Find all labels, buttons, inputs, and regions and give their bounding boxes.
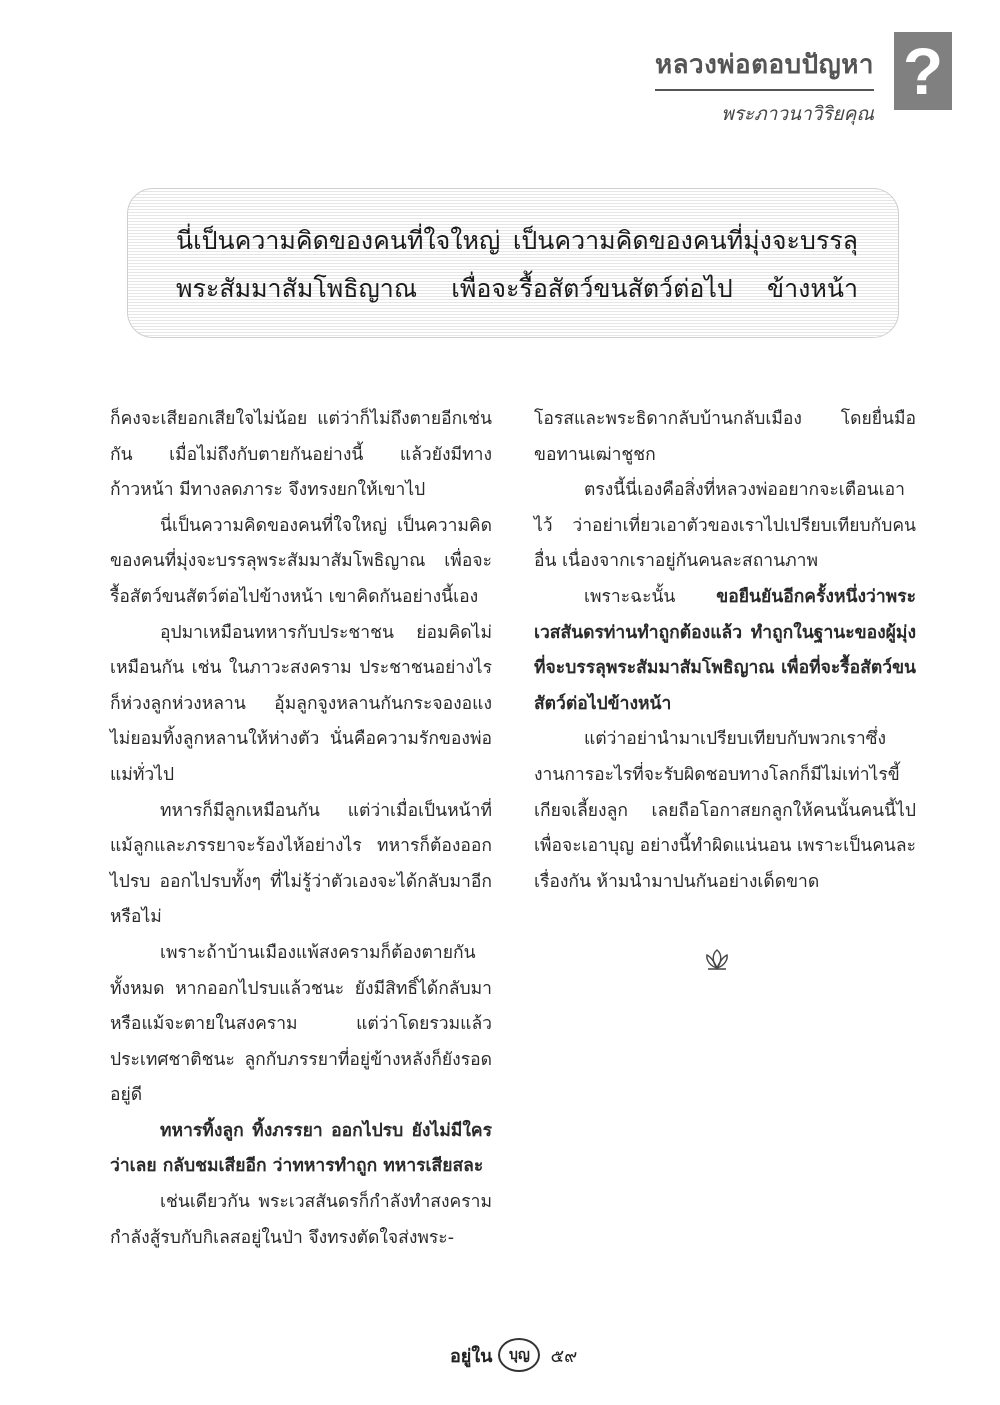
paragraph: นี่เป็นความคิดของคนที่ใจใหญ่ เป็นความคิดของคนที่มุ่งจะบรรลุพระสัมมาสัมโพธิญาณ เพื่อจะรื้อสัตว์ขนสัตว์ต่อไปข้างหน้า เขาคิดกันอย่างนี้เอง xyxy=(110,515,492,607)
page-number: ๕๙ xyxy=(550,1345,578,1367)
paragraph: ก็คงจะเสียอกเสียใจไม่น้อย แต่ว่าก็ไม่ถึงตายอีกเช่นกัน เมื่อไม่ถึงกับตายกันอย่างนี้ แล้วยังมีทางก้าวหน้า มีทางลดภาระ จึงทรงยกให้เขาไป xyxy=(110,409,492,501)
paragraph: ตรงนี้นี่เองคือสิ่งที่หลวงพ่ออยากจะเตือนเอาไว้ ว่าอย่าเที่ยวเอาตัวของเราไปเปรียบเทียบกับคนอื่น เนื่องจากเราอยู่กันคนละสถานภาพ xyxy=(534,480,916,572)
paragraph-bold: ทหารทิ้งลูก ทิ้งภรรยา ออกไปรบ ยังไม่มีใครว่าเลย กลับชมเสียอีก ว่าทหารทำถูก ทหารเสียสละ xyxy=(110,1120,492,1177)
paragraph-mixed xyxy=(534,580,916,722)
author-name: พระภาวนาวิริยคุณ xyxy=(721,103,874,125)
pull-quote-line: พระสัมมาสัมโพธิญาณ เพื่อจะรื้อสัตว์ขนสัตว์ต่อไป ข้างหน้า xyxy=(176,274,858,303)
paragraph: ทหารก็มีลูกเหมือนกัน แต่ว่าเมื่อเป็นหน้าที่แม้ลูกและภรรยาจะร้องไห้อย่างไร ทหารก็ต้องออกไปรบ ออกไปรบทั้งๆ ที่ไม่รู้ว่าตัวเองจะได้กลับมาอีกหรือไม่ xyxy=(110,800,492,928)
paragraph: เช่นเดียวกัน พระเวสสันดรก็กำลังทำสงครามกำลังสู้รบกับกิเลสอยู่ในป่า จึงทรงตัดใจส่งพระ- xyxy=(110,1192,492,1248)
section-title: หลวงพ่อตอบปัญหา xyxy=(655,44,874,91)
pull-quote-line: นี่เป็นความคิดของคนที่ใจใหญ่ เป็นความคิดของคนที่มุ่งจะบรรลุ xyxy=(176,226,858,255)
right-column xyxy=(534,402,916,900)
paragraph-lead: เพราะฉะนั้น xyxy=(584,586,676,607)
page-footer xyxy=(450,1338,577,1372)
paragraph: เพราะถ้าบ้านเมืองแพ้สงครามก็ต้องตายกันทั้งหมด หากออกไปรบแล้วชนะ ยังมีสิทธิ์ได้กลับมา หรือแม้จะตายในสงคราม แต่ว่าโดยรวมแล้วประเทศชาติชนะ ลูกกับภรรยาที่อยู่ข้างหลังก็ยังรอดอยู่ดี xyxy=(110,942,492,1106)
pull-quote xyxy=(127,188,899,338)
magazine-logo-circle: บุญ xyxy=(498,1338,540,1372)
lotus-ornament-icon xyxy=(702,944,732,974)
question-mark-badge: ? xyxy=(894,32,952,110)
magazine-logo: อยู่ใน xyxy=(450,1345,493,1367)
section-header xyxy=(655,44,874,129)
paragraph: โอรสและพระธิดากลับบ้านกลับเมือง โดยยื่นมือขอทานเฒ่าชูชก xyxy=(534,409,916,465)
paragraph-bold: ขอยืนยันอีกครั้งหนึ่งว่าพระเวสสันดรท่านทำถูกต้องแล้ว ทำถูกในฐานะของผู้มุ่งที่จะบรรลุพระสัมมาสัมโพธิญาณ เพื่อที่จะรื้อสัตว์ขนสัตว์ต่อไปข้างหน้า xyxy=(534,586,916,714)
paragraph: แต่ว่าอย่านำมาเปรียบเทียบกับพวกเราซึ่งงานการอะไรที่จะรับผิดชอบทางโลกก็มีไม่เท่าไรขี้เกียจเลี้ยงลูก เลยถือโอกาสยกลูกให้คนนั้นคนนี้ไปเพื่อจะเอาบุญ อย่างนี้ทำผิดแน่นอน เพราะเป็นคนละเรื่องกัน ห้ามนำมาปนกันอย่างเด็ดขาด xyxy=(534,729,916,892)
paragraph: อุปมาเหมือนทหารกับประชาชน ย่อมคิดไม่เหมือนกัน เช่น ในภาวะสงคราม ประชาชนอย่างไรก็ห่วงลูกห่วงหลาน อุ้มลูกจูงหลานกันกระจองอแง ไม่ยอมทิ้งลูกหลานให้ห่างตัว นั่นคือความรักของพ่อแม่ทั่วไป xyxy=(110,622,492,785)
left-column xyxy=(110,402,492,1256)
